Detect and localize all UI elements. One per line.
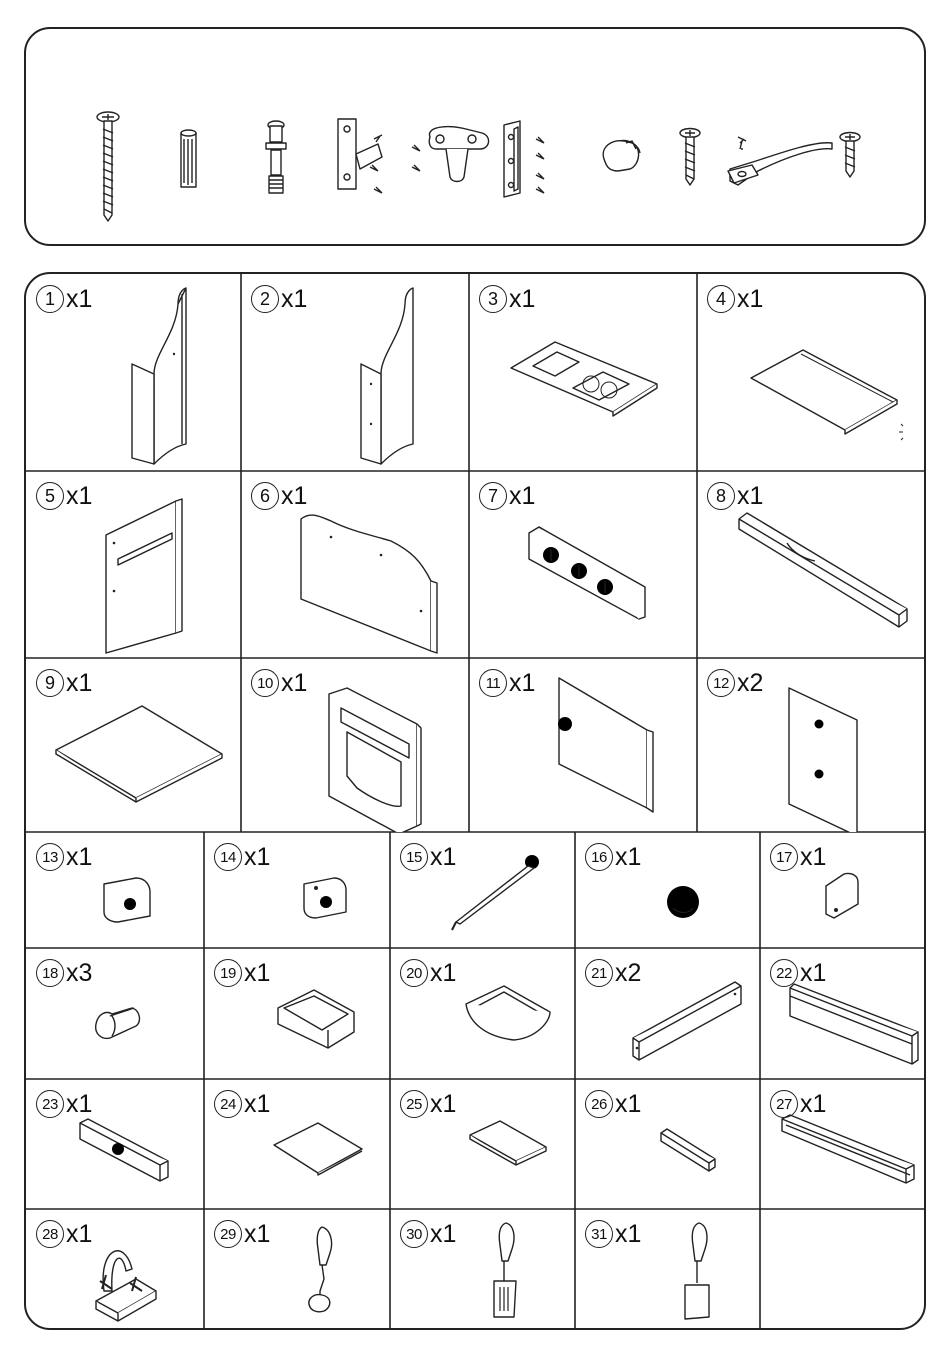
part-quantity: x1 bbox=[509, 668, 536, 697]
part-number-badge: 23 bbox=[36, 1090, 64, 1118]
part-quantity: x1 bbox=[244, 1219, 271, 1248]
part-number-badge: 4 bbox=[707, 285, 735, 313]
part-label bbox=[36, 1219, 92, 1249]
part-quantity: x1 bbox=[509, 481, 536, 510]
part-quantity: x1 bbox=[800, 842, 827, 871]
hardware-drawings bbox=[26, 29, 928, 248]
part-cell bbox=[204, 832, 390, 948]
part-label bbox=[585, 1219, 641, 1249]
part-quantity: x1 bbox=[615, 1089, 642, 1118]
part-number-badge: 14 bbox=[214, 843, 242, 871]
part-cell bbox=[241, 471, 469, 658]
part-number-badge: 10 bbox=[251, 669, 279, 697]
wood-dowel-icon bbox=[181, 130, 196, 187]
part-quantity: x2 bbox=[737, 668, 764, 697]
part-number-badge: 5 bbox=[36, 482, 64, 510]
hardware-panel bbox=[24, 27, 926, 246]
part-number-badge: 24 bbox=[214, 1090, 242, 1118]
part-cell bbox=[26, 1079, 204, 1209]
part-number-badge: 18 bbox=[36, 959, 64, 987]
empty-cell bbox=[760, 1209, 926, 1330]
part-quantity: x1 bbox=[66, 284, 93, 313]
part-label bbox=[400, 1089, 456, 1119]
part-quantity: x1 bbox=[737, 481, 764, 510]
part-quantity: x1 bbox=[430, 1219, 457, 1248]
part-number-badge: 27 bbox=[770, 1090, 798, 1118]
part-quantity: x2 bbox=[615, 958, 642, 987]
part-label bbox=[770, 842, 826, 872]
long-screw-icon bbox=[97, 112, 119, 221]
part-quantity: x1 bbox=[244, 1089, 271, 1118]
part-label bbox=[400, 958, 456, 988]
part-quantity: x1 bbox=[800, 1089, 827, 1118]
part-number-badge: 13 bbox=[36, 843, 64, 871]
part-number-badge: 31 bbox=[585, 1220, 613, 1248]
part-label bbox=[36, 284, 92, 314]
l-bracket-icon bbox=[338, 119, 382, 193]
part-quantity: x1 bbox=[281, 284, 308, 313]
part-cell bbox=[575, 1079, 760, 1209]
part-number-badge: 8 bbox=[707, 482, 735, 510]
part-label bbox=[251, 481, 307, 511]
strap-bracket-icon bbox=[728, 137, 832, 185]
part-label bbox=[707, 284, 763, 314]
part-label bbox=[36, 481, 92, 511]
hinge-plate-icon bbox=[504, 121, 544, 197]
part-label bbox=[36, 668, 92, 698]
part-cell bbox=[469, 658, 697, 832]
part-number-badge: 21 bbox=[585, 959, 613, 987]
part-label bbox=[400, 1219, 456, 1249]
part-number-badge: 19 bbox=[214, 959, 242, 987]
part-quantity: x1 bbox=[615, 842, 642, 871]
part-label bbox=[770, 958, 826, 988]
part-quantity: x1 bbox=[737, 284, 764, 313]
part-number-badge: 2 bbox=[251, 285, 279, 313]
part-number-badge: 11 bbox=[479, 669, 507, 697]
part-label bbox=[707, 668, 763, 698]
part-cell bbox=[697, 274, 926, 471]
part-label bbox=[214, 958, 270, 988]
part-cell bbox=[204, 1209, 390, 1330]
part-label bbox=[770, 1089, 826, 1119]
part-number-badge: 16 bbox=[585, 843, 613, 871]
part-number-badge: 22 bbox=[770, 959, 798, 987]
part-label bbox=[707, 481, 763, 511]
part-quantity: x1 bbox=[430, 958, 457, 987]
part-cell bbox=[241, 658, 469, 832]
part-label bbox=[251, 668, 307, 698]
part-number-badge: 29 bbox=[214, 1220, 242, 1248]
part-cell bbox=[760, 1079, 926, 1209]
part-label bbox=[214, 842, 270, 872]
part-quantity: x1 bbox=[430, 842, 457, 871]
part-label bbox=[585, 958, 641, 988]
part-number-badge: 26 bbox=[585, 1090, 613, 1118]
part-quantity: x1 bbox=[244, 958, 271, 987]
part-cell bbox=[575, 1209, 760, 1330]
part-label bbox=[585, 1089, 641, 1119]
part-label bbox=[36, 842, 92, 872]
part-cell bbox=[26, 274, 241, 471]
part-number-badge: 28 bbox=[36, 1220, 64, 1248]
part-cell bbox=[575, 948, 760, 1079]
part-quantity: x1 bbox=[615, 1219, 642, 1248]
part-cell bbox=[760, 948, 926, 1079]
part-number-badge: 12 bbox=[707, 669, 735, 697]
part-label bbox=[479, 481, 535, 511]
part-number-badge: 1 bbox=[36, 285, 64, 313]
part-quantity: x1 bbox=[66, 1219, 93, 1248]
part-label bbox=[585, 842, 641, 872]
part-number-badge: 30 bbox=[400, 1220, 428, 1248]
part-cell bbox=[697, 658, 926, 832]
part-cell bbox=[26, 832, 204, 948]
short-screw-icon bbox=[680, 129, 700, 186]
part-label bbox=[214, 1089, 270, 1119]
part-cell bbox=[26, 658, 241, 832]
part-cell bbox=[469, 471, 697, 658]
part-cell bbox=[390, 832, 575, 948]
cam-lock-icon bbox=[603, 141, 640, 172]
part-number-badge: 25 bbox=[400, 1090, 428, 1118]
part-quantity: x1 bbox=[281, 481, 308, 510]
part-number-badge: 15 bbox=[400, 843, 428, 871]
part-cell bbox=[204, 1079, 390, 1209]
part-quantity: x3 bbox=[66, 958, 93, 987]
part-number-badge: 9 bbox=[36, 669, 64, 697]
small-screw-icon bbox=[840, 133, 860, 178]
part-cell bbox=[390, 948, 575, 1079]
part-label bbox=[400, 842, 456, 872]
part-label bbox=[479, 284, 535, 314]
part-cell bbox=[469, 274, 697, 471]
part-quantity: x1 bbox=[281, 668, 308, 697]
part-cell bbox=[26, 1209, 204, 1330]
part-cell bbox=[697, 471, 926, 658]
part-label bbox=[479, 668, 535, 698]
part-number-badge: 20 bbox=[400, 959, 428, 987]
part-quantity: x1 bbox=[800, 958, 827, 987]
part-quantity: x1 bbox=[66, 668, 93, 697]
part-label bbox=[251, 284, 307, 314]
part-quantity: x1 bbox=[66, 1089, 93, 1118]
part-cell bbox=[575, 832, 760, 948]
part-cell bbox=[390, 1209, 575, 1330]
part-cell bbox=[390, 1079, 575, 1209]
part-quantity: x1 bbox=[430, 1089, 457, 1118]
part-number-badge: 7 bbox=[479, 482, 507, 510]
part-label bbox=[36, 1089, 92, 1119]
part-cell bbox=[26, 948, 204, 1079]
part-cell bbox=[241, 274, 469, 471]
part-number-badge: 3 bbox=[479, 285, 507, 313]
part-cell bbox=[760, 832, 926, 948]
part-label bbox=[36, 958, 92, 988]
part-quantity: x1 bbox=[244, 842, 271, 871]
part-quantity: x1 bbox=[66, 481, 93, 510]
part-number-badge: 17 bbox=[770, 843, 798, 871]
part-cell bbox=[26, 471, 241, 658]
part-quantity: x1 bbox=[66, 842, 93, 871]
parts-panel bbox=[24, 272, 926, 1330]
door-catch-icon bbox=[412, 127, 489, 182]
part-quantity: x1 bbox=[509, 284, 536, 313]
part-number-badge: 6 bbox=[251, 482, 279, 510]
part-label bbox=[214, 1219, 270, 1249]
part-cell bbox=[204, 948, 390, 1079]
cam-bolt-icon bbox=[266, 121, 286, 193]
